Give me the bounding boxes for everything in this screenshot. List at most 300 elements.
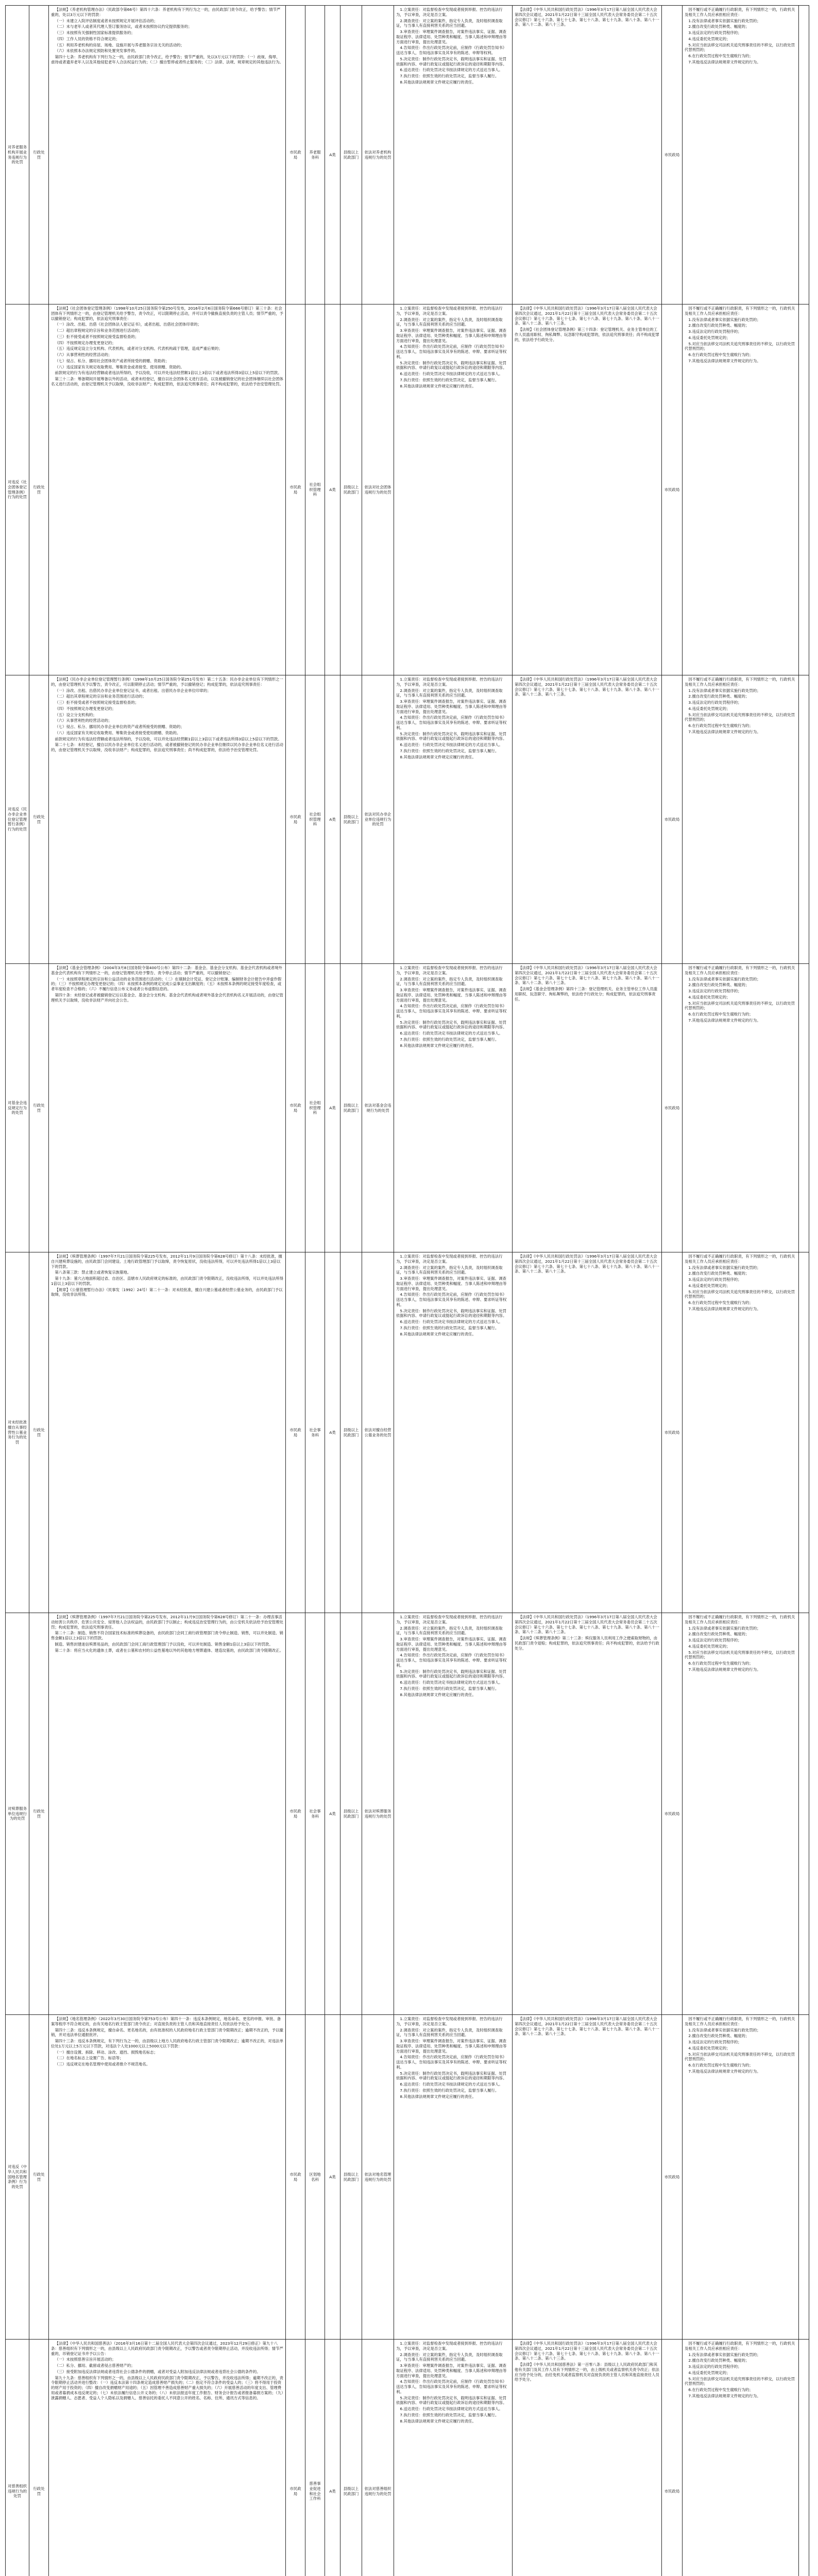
legal-basis-paragraph: （四）不按照规定办理变更登记的； xyxy=(55,340,116,345)
implementing-subject: 市民政局 xyxy=(286,964,305,1252)
legal-basis-paragraph: （一）未建立入院评估制度或者未按照规定开展评估活动的； xyxy=(55,18,158,23)
responsibility-items-paragraph: 5.决定责任：制作行政处罚决定书，载明违法事实和证据、处罚依据和内容、申请行政复议或提起行政诉讼的途径和期限等内容。 xyxy=(396,2395,507,2405)
responsible-department: 社会事务科 xyxy=(305,1252,325,1613)
subject-note: 市民政局 xyxy=(662,1252,683,1613)
liability-circumstances-paragraph: 3.违反法定的行政处罚程序的； xyxy=(688,30,742,36)
liability-circumstances-paragraph: 1.没有法律或者事实依据实施行政处罚的； xyxy=(688,317,761,322)
responsibility-items-paragraph: 6.送达责任：行政处罚决定书按法律规定的方式送达当事人。 xyxy=(400,1031,503,1036)
responsibility-items-paragraph: 7.执行责任：依照生效的行政处罚决定，监督当事人履行。 xyxy=(400,2412,499,2417)
administrative-power-table xyxy=(5,5,809,2576)
legal-basis-paragraph: 【法规】《养老机构管理办法》（民政部令第66号）第四十六条：养老机构有下列行为之一的，由民政部门责令改正，给予警告；情节严重的，处以3万元以下的罚款： xyxy=(51,7,281,17)
power-category: A类 xyxy=(325,1613,340,2015)
liability-circumstances-paragraph: 3.违反法定的行政处罚程序的； xyxy=(688,989,742,994)
liability-circumstances-paragraph: 3.违反法定的行政处罚程序的； xyxy=(688,2364,742,2369)
liability-circumstances-paragraph: 1.没有法律或者事实依据实施行政处罚的； xyxy=(688,2352,761,2357)
power-category: A类 xyxy=(325,2340,340,2576)
legal-basis-paragraph: （三）接受附加违反法律法规或者违背社会公德条件的捐赠，或者对受益人附加违反法律法规或者违背社会公德的条件的。 xyxy=(55,2369,261,2374)
responsibility-items-paragraph: 6.送达责任：行政处罚决定书按法律规定的方式送达当事人。 xyxy=(400,742,503,748)
legal-basis-paragraph: 第三十二条：筹备期间开展筹备以外的活动，或者未经登记，擅自以社会团体名义进行活动，以及被撤销登记的社会团体继续以社会团体名义进行活动的，由登记管理机关予以取缔，没收非法财产；构成犯罪的，依法追究刑事责任；尚不构成犯罪的，依法给予治安管理处罚。 xyxy=(51,377,283,386)
responsibility-items-paragraph: 2.调查责任：对立案的案件，指定专人负责，及时组织调查取证，与当事人有直接利害关系的应当回避。 xyxy=(396,1625,503,1636)
legal-basis xyxy=(49,675,286,964)
legal-basis-paragraph: （一）擅自设置、拆除、移动、涂改、遮挡、损毁地名标志； xyxy=(55,2049,158,2055)
legal-basis-paragraph: （五）利用养老机构的房屋、场地、设施开展与养老服务宗旨无关的活动的； xyxy=(55,42,184,47)
responsibility-items-paragraph: 2.调查责任：对立案的案件，指定专人负责，及时组织调查取证，与当事人有直接利害关系的应当回避。 xyxy=(396,2352,503,2362)
subject-note: 市民政局 xyxy=(662,2015,683,2340)
responsibility-items-paragraph: 1.立案责任：对监督检查中发现或者接到举报、控告的违法行为，予以审查，决定是否立案。 xyxy=(396,306,503,316)
liability-circumstances-paragraph: 4.违反委托处罚规定的； xyxy=(688,335,730,340)
power-type: 行政处罚 xyxy=(29,304,49,675)
responsibility-items-paragraph: 1.立案责任：对监督检查中发现或者接到举报、控告的违法行为，予以审查，决定是否立案。 xyxy=(396,965,503,975)
power-type: 行政处罚 xyxy=(29,2015,49,2340)
legal-basis-paragraph: 制造、销售封建迷信殡葬用品的，由民政部门会同工商行政管理部门予以没收，可以并处制造、销售金额1倍以上3倍以下的罚款。 xyxy=(55,1641,273,1647)
responsibility-items-paragraph: 1.立案责任：对监督检查中发现或者接到举报、控告的违法行为，予以审查，决定是否立案。 xyxy=(396,677,503,687)
legal-basis-paragraph: （四）工作人员的资格不符合规定的； xyxy=(55,36,120,41)
power-type: 行政处罚 xyxy=(29,964,49,1252)
remarks xyxy=(799,2340,809,2576)
liability-circumstances-paragraph: 1.没有法律或者事实依据实施行政处罚的； xyxy=(688,2027,761,2032)
liability-circumstances-paragraph: 5.对应当依法移交司法机关追究刑事责任的不移交，以行政处罚代替刑罚的； xyxy=(685,1650,795,1660)
legal-basis-paragraph: （二）在地名标志上设置广告、标语等； xyxy=(55,2056,124,2061)
legal-basis xyxy=(49,2340,286,2576)
implementing-subject: 市民政局 xyxy=(286,2015,305,2340)
liability-circumstances-paragraph: 7.其他违反法律法规规章文件规定的行为。 xyxy=(688,1306,761,1311)
remarks xyxy=(799,675,809,964)
responsibility-items-paragraph: 1.立案责任：对监督检查中发现或者接到举报、控告的违法行为，予以审查，决定是否立案。 xyxy=(396,1615,503,1624)
responsibility-items-paragraph: 7.执行责任：依照生效的行政处罚决定，监督当事人履行。 xyxy=(400,2088,499,2093)
accountability-basis-paragraph: 【法律】《中华人民共和国行政处罚法》（1996年3月17日第八届全国人民代表大会第四次会议通过，2021年1月22日第十三届全国人民代表大会常务委员会第二十五次会议修订）第七十六条、第七十七条、第七十八条、第七十九条、第八十条、第八十一条、第八十二条、第八十三条。 xyxy=(515,1615,659,1635)
responsibility-items-paragraph: 8.其他法律法规规章文件规定应履行的责任。 xyxy=(400,2418,476,2424)
liability-circumstances-paragraph: 因不履行或不正确履行行政职责，有下列情形之一的，行政机关及相关工作人员应承担相应责任： xyxy=(685,2341,795,2351)
liability-circumstances-paragraph: 1.没有法律或者事实依据实施行政处罚的； xyxy=(688,1265,761,1270)
legal-basis xyxy=(49,6,286,304)
power-type: 行政处罚 xyxy=(29,675,49,964)
responsible-department: 社会组织管理科 xyxy=(305,964,325,1252)
accountability-basis-paragraph: 【法律】《中华人民共和国行政处罚法》（1996年3月17日第八届全国人民代表大会第四次会议通过，2021年1月22日第十三届全国人民代表大会常务委员会第二十五次会议修订）第七十六条、第七十七条、第七十八条、第七十九条、第八十条、第八十一条、第八十二条、第八十三条。 xyxy=(515,677,659,697)
exercise-level: 县级以上民政部门 xyxy=(340,1613,362,2015)
legal-basis-paragraph: （八）违反国家有关规定收取费用、筹集资金或者接受、使用捐赠、资助的。 xyxy=(55,364,184,369)
subject-note: 市民政局 xyxy=(662,964,683,1252)
liability-circumstances-paragraph: 1.没有法律或者事实依据实施行政处罚的； xyxy=(688,1625,761,1631)
legal-basis-paragraph: （二）超出章程规定的宗旨和业务范围进行活动的； xyxy=(55,328,143,333)
table-body xyxy=(6,6,809,2576)
liability-circumstances-paragraph: 1.没有法律或者事实依据实施行政处罚的； xyxy=(688,976,761,981)
accountability-basis-paragraph: 【法律】《中华人民共和国行政处罚法》（1996年3月17日第八届全国人民代表大会第四次会议通过，2021年1月22日第十三届全国人民代表大会常务委员会第二十五次会议修订）第七十六条、第七十七条、第七十八条、第七十九条、第八十条、第八十一条、第八十二条、第八十三条。 xyxy=(515,306,659,326)
legal-basis xyxy=(49,2015,286,2340)
legal-basis-paragraph: 前款规定的行为有违法经营额或者违法所得的，予以没收，可以并处违法经营额1倍以上3倍以下或者违法所得3倍以上5倍以下的罚款。 xyxy=(55,736,282,741)
liability-circumstances-paragraph: 2.擅自改变行政处罚种类、幅度的； xyxy=(688,1271,749,1276)
legal-basis-paragraph: （一）未按照慈善宗旨开展活动的； xyxy=(55,2357,116,2362)
liability-circumstances-paragraph: 因不履行或不正确履行行政职责，有下列情形之一的，行政机关及相关工作人员应承担相应责任： xyxy=(685,1615,795,1624)
legal-basis-paragraph: 第二十二条：制造、销售不符合国家技术标准的殡葬设备的，由民政部门会同工商行政管理部门责令停止制造、销售，可以并处制造、销售金额1倍以上3倍以下的罚款。 xyxy=(51,1631,283,1641)
responsible-department: 社会组织管理科 xyxy=(305,304,325,675)
responsibility-items-paragraph: 5.决定责任：制作行政处罚决定书，载明违法事实和证据、处罚依据和内容、申请行政复议或提起行政诉讼的途径和期限等内容。 xyxy=(396,360,507,370)
responsibility-items-paragraph: 4.告知责任：作出行政处罚决定前，应制作《行政处罚告知书》送达当事人，告知违法事实及其享有的陈述、申辩等权利。 xyxy=(396,45,506,56)
item-name: 对养老服务机构开展业务违规行为的处罚 xyxy=(6,6,29,304)
subject-note: 市民政局 xyxy=(662,1613,683,2015)
legal-basis-paragraph: 第四十三条：违反本条例规定，有下列行为之一的，由县级以上地方人民政府地名行政主管部门责令限期改正；逾期不改正的，对违法单位处1万元以上5万元以下罚款，对违法个人处1000元以上5000元以下罚款： xyxy=(51,2039,283,2048)
liability-circumstances-paragraph: 2.擅自改变行政处罚种类、幅度的； xyxy=(688,2358,749,2363)
legal-basis-paragraph: 【法规】《社会团体登记管理条例》（1998年10月25日国务院令第250号发布，2016年2月6日国务院令第666号修订）第三十条：社会团体有下列情形之一的，由登记管理机关给予警告，责令改正，可以限期停止活动，并可以责令撤换直接负责的主管人员；情节严重的，予以撤销登记；构成犯罪的，依法追究刑事责任： xyxy=(51,306,283,321)
legal-basis xyxy=(49,304,286,675)
item-name: 对未经批准擅自从事经营性公墓业务行为的处罚 xyxy=(6,1252,29,1613)
liability-circumstances-paragraph: 4.违反委托处罚规定的； xyxy=(688,1283,730,1288)
legal-basis-paragraph: 第四十七条：养老机构有下列行为之一的，由民政部门责令改正，给予警告；情节严重的，处以3万元以下的罚款：（一）歧视、侮辱、虐待或者遗弃老年人以及其他侵犯老年人合法权益行为的；（二）擅自暂停或者终止服务的；（三）法律、法规、规章规定的其他违法行为。 xyxy=(51,55,283,64)
legal-basis-paragraph: 【规章】《公墓管理暂行办法》（民事发〔1992〕24号）第二十一条：对未经批准，擅自兴建公墓或者经营公墓业务的，由民政部门予以取缔，没收非法所得。 xyxy=(51,1287,283,1297)
responsibility-items-paragraph: 8.其他法律法规规章文件规定应履行的责任。 xyxy=(400,754,476,759)
responsibility-items-paragraph: 3.审查责任：审理案件调查报告，对案件违法事实、证据、调查取证程序、法律适用、处罚种类和幅度、当事人陈述和申辩理由等方面进行审查，提出处理意见。 xyxy=(396,29,507,44)
liability-circumstances-paragraph: 4.违反委托处罚规定的； xyxy=(688,994,730,999)
legal-basis-paragraph: 【法规】《殡葬管理条例》（1997年7月21日国务院令第225号发布，2012年11月9日国务院令第628号修订）第二十一条：办理丧事活动妨害公共秩序、危害公共安全、侵害他人合法权益的，由民政部门予以制止；构成违反治安管理行为的，由公安机关依法给予治安管理处罚；构成犯罪的，依法追究刑事责任。 xyxy=(51,1615,283,1630)
liability-circumstances-paragraph: 7.其他违反法律法规规章文件规定的行为。 xyxy=(688,358,761,363)
implementing-subject: 市民政局 xyxy=(286,675,305,964)
responsibility-items-paragraph: 1.立案责任：对监督检查中发现或者接到举报、控告的违法行为，予以审查，决定是否立案。 xyxy=(396,2341,503,2351)
responsible-department: 养老服务科 xyxy=(305,6,325,304)
responsibility-items xyxy=(394,2015,513,2340)
power-type: 行政处罚 xyxy=(29,6,49,304)
exercise-level: 县级以上民政部门 xyxy=(340,675,362,964)
responsibility-items xyxy=(394,2340,513,2576)
item-name: 对违反《社会团体登记管理条例》行为的处罚 xyxy=(6,304,29,675)
accountability-basis-paragraph: 【法律】《中华人民共和国慈善法》第一百零八条：县级以上人民政府民政部门和其他有关部门及其工作人员有下列情形之一的，由上级机关或者监察机关责令改正；依法应当给予处分的，由任免机关或者监察机关对直接负责的主管人员和其他直接责任人员给予处分。 xyxy=(515,2362,659,2382)
responsibility-items-paragraph: 7.执行责任：依照生效的行政处罚决定，监督当事人履行。 xyxy=(400,1325,499,1330)
responsibility-items-paragraph: 5.决定责任：制作行政处罚决定书，载明违法事实和证据、处罚依据和内容、申请行政复议或提起行政诉讼的途径和期限等内容。 xyxy=(396,731,507,741)
accountability-basis xyxy=(513,1252,662,1613)
legal-basis-paragraph: （一）涂改、出租、出借《社会团体法人登记证书》，或者出租、出借社会团体印章的； xyxy=(55,322,201,327)
responsibility-items-paragraph: 1.立案责任：对监督检查中发现或者接到举报、控告的违法行为，予以审查，决定是否立案。 xyxy=(396,1254,503,1264)
liability-circumstances-paragraph: 6.在行政处罚过程中发生腐败行为的； xyxy=(688,54,753,59)
liability-circumstances xyxy=(683,964,799,1252)
responsibility-items-paragraph: 2.调查责任：对立案的案件，指定专人负责，及时组织调查取证，与当事人有直接利害关系的应当回避。 xyxy=(396,1265,503,1275)
liability-circumstances-paragraph: 7.其他违反法律法规规章文件规定的行为。 xyxy=(688,1667,761,1672)
liability-circumstances-paragraph: 2.擅自改变行政处罚种类、幅度的； xyxy=(688,2033,749,2039)
implementing-subject: 市民政局 xyxy=(286,1252,305,1613)
legal-basis-paragraph: （四）不按照规定办理变更登记的； xyxy=(55,706,116,711)
legal-basis-paragraph: （五）设立分支机构的； xyxy=(55,712,97,717)
liability-circumstances-paragraph: 5.对应当依法移交司法机关追究刑事责任的不移交，以行政处罚代替刑罚的； xyxy=(685,341,795,351)
liability-circumstances-paragraph: 4.违反委托处罚规定的； xyxy=(688,2370,730,2375)
responsibility-items-paragraph: 8.其他法律法规规章文件规定应履行的责任。 xyxy=(400,2094,476,2099)
subject-note: 市民政局 xyxy=(662,675,683,964)
trigger-condition: 依法对社会团体违规行为的处罚 xyxy=(362,304,394,675)
accountability-basis-paragraph: 【法律】《中华人民共和国行政处罚法》（1996年3月17日第八届全国人民代表大会第四次会议通过，2021年1月22日第十三届全国人民代表大会常务委员会第二十五次会议修订）第七十六条、第七十七条、第七十八条、第七十九条、第八十条、第八十一条、第八十二条、第八十三条。 xyxy=(515,7,659,27)
liability-circumstances-paragraph: 1.没有法律或者事实依据实施行政处罚的； xyxy=(688,688,761,693)
legal-basis-paragraph: 第二十七条：未经登记，擅自以民办非企业单位名义进行活动的，或者被撤销登记的民办非企业单位继续以民办非企业单位名义进行活动的，由登记管理机关予以取缔，没收非法财产；构成犯罪的，依法追究刑事责任；尚不构成犯罪的，依法给予治安管理处罚。 xyxy=(51,742,283,753)
legal-basis-paragraph: （六）未依照本办法规定预防和处置突发事件的。 xyxy=(55,48,139,54)
power-category: A类 xyxy=(325,964,340,1252)
power-category: A类 xyxy=(325,2015,340,2340)
responsible-department: 社会事务科 xyxy=(305,1613,325,2015)
item-name: 对违反《民办非企业单位登记管理暂行条例》行为的处罚 xyxy=(6,675,29,964)
accountability-basis xyxy=(513,2015,662,2340)
exercise-level: 县级以上民政部门 xyxy=(340,6,362,304)
liability-circumstances-paragraph: 6.在行政处罚过程中发生腐败行为的； xyxy=(688,1300,753,1306)
legal-basis xyxy=(49,1613,286,2015)
trigger-condition: 依法对慈善组织违规行为的处罚 xyxy=(362,2340,394,2576)
liability-circumstances-paragraph: 7.其他违反法律法规规章文件规定的行为。 xyxy=(688,729,761,734)
legal-basis-paragraph: 【法规】《基金会管理条例》（2004年3月8日国务院令第400号公布）第四十二条：基金会、基金会分支机构、基金会代表机构或者境外基金会代表机构有下列情形之一的，由登记管理机关给予警告、责令停止活动；情节严重的，可以撤销登记： xyxy=(51,965,282,975)
responsibility-items-paragraph: 7.执行责任：依照生效的行政处罚决定，监督当事人履行。 xyxy=(400,1037,499,1042)
responsibility-items-paragraph: 7.执行责任：依照生效的行政处罚决定，监督当事人履行。 xyxy=(400,74,499,79)
responsibility-items-paragraph: 8.其他法律法规规章文件规定应履行的责任。 xyxy=(400,383,476,388)
responsibility-items-paragraph: 4.告知责任：作出行政处罚决定前，应制作《行政处罚告知书》送达当事人，告知违法事实及其享有的陈述、申辩、要求听证等权利。 xyxy=(396,1653,507,1668)
legal-basis-paragraph: 第四十条：未经登记或者被撤销登记后以基金会、基金会分支机构、基金会代表机构或者境外基金会代表机构名义开展活动的，由登记管理机关予以取缔，没收非法财产并向社会公告。 xyxy=(51,992,283,1003)
responsibility-items xyxy=(394,6,513,304)
liability-circumstances-paragraph: 7.其他违反法律法规规章文件规定的行为。 xyxy=(688,1018,761,1023)
liability-circumstances xyxy=(683,1252,799,1613)
liability-circumstances-paragraph: 4.违反委托处罚规定的； xyxy=(688,706,730,711)
legal-basis-paragraph: 第九十九条：慈善组织有下列情形之一的，由县级以上人民政府民政部门责令限期改正，予以警告，并没收违法所得；逾期不改正的，责令限期停止活动并进行整改：（一）违反本法第十四条规定造成慈善财产损失的；（二）指定不符合条件的受益人的；（三）将不得用于投资的财产用于投资的；（四）擅自改变捐赠财产用途的；（五）因管理不善造成慈善财产重大损失的；（六）开展慈善活动的年度支出、管理费用或者募捐成本违反规定的；（七）未依法履行信息公开义务的；（八）未依法报送年度工作报告、财务会计报告或者报备募捐方案的；（九）泄露捐赠人、志愿者、受益人个人隐私以及捐赠人、慈善信托的委托人不同意公开的姓名、名称、住所、通讯方式等信息的。 xyxy=(51,2375,283,2400)
liability-circumstances-paragraph: 因不履行或不正确履行行政职责，有下列情形之一的，行政机关及相关工作人员应承担相应责任： xyxy=(685,2016,795,2026)
legal-basis-paragraph: （五）违反规定设立分支机构、代表机构，或者对分支机构、代表机构疏于管理，造成严重后果的； xyxy=(55,346,223,351)
legal-basis-paragraph: （三）违反规定在地名管理中使用或者推介不规范地名。 xyxy=(55,2062,150,2067)
responsibility-items-paragraph: 4.告知责任：作出行政处罚决定前，应制作《行政处罚告知书》送达当事人，告知违法事实及其享有的陈述、申辩、要求听证等权利。 xyxy=(396,715,507,730)
trigger-condition: 依法对民办非企业单位违规行为的处罚 xyxy=(362,675,394,964)
liability-circumstances-paragraph: 6.在行政处罚过程中发生腐败行为的； xyxy=(688,352,753,358)
liability-circumstances-paragraph: 2.擅自改变行政处罚种类、幅度的； xyxy=(688,982,749,988)
remarks xyxy=(799,6,809,304)
accountability-basis-paragraph: 【法规】《基金会管理条例》第四十三条：登记管理机关、业务主管单位工作人员滥用职权、玩忽职守、徇私舞弊的，依法给予行政处分；构成犯罪的，依法追究刑事责任。 xyxy=(515,987,658,1002)
implementing-subject: 市民政局 xyxy=(286,2340,305,2576)
responsibility-items xyxy=(394,304,513,675)
liability-circumstances xyxy=(683,675,799,964)
power-category: A类 xyxy=(325,1252,340,1613)
power-type: 行政处罚 xyxy=(29,1252,49,1613)
legal-basis-paragraph: （二）未与老年人或者其代理人签订服务协议，或者未按照协议约定提供服务的； xyxy=(55,24,192,29)
exercise-level: 县级以上民政部门 xyxy=(340,2015,362,2340)
responsibility-items-paragraph: 7.执行责任：依照生效的行政处罚决定，监督当事人履行。 xyxy=(400,377,499,382)
remarks xyxy=(799,964,809,1252)
power-category: A类 xyxy=(325,304,340,675)
accountability-basis-paragraph: 【法律】《中华人民共和国行政处罚法》（1996年3月17日第八届全国人民代表大会第四次会议通过，2021年1月22日第十三届全国人民代表大会常务委员会第二十五次会议修订）第七十六条、第七十七条、第七十八条、第七十九条、第八十条、第八十一条、第八十二条、第八十三条。 xyxy=(515,2341,659,2361)
table-row xyxy=(6,964,809,1252)
liability-circumstances-paragraph: 1.没有法律或者事实依据实施行政处罚的； xyxy=(688,18,761,23)
table-row xyxy=(6,1613,809,2015)
accountability-basis xyxy=(513,1613,662,2015)
legal-basis xyxy=(49,964,286,1252)
implementing-subject: 市民政局 xyxy=(286,304,305,675)
item-name: 对违反《中华人民共和国地名管理条例》行为的处罚 xyxy=(6,2015,29,2340)
responsibility-items-paragraph: 7.执行责任：依照生效的行政处罚决定，监督当事人履行。 xyxy=(400,1686,499,1691)
liability-circumstances-paragraph: 6.在行政处罚过程中发生腐败行为的； xyxy=(688,1012,753,1017)
liability-circumstances-paragraph: 4.违反委托处罚规定的； xyxy=(688,1643,730,1649)
legal-basis-paragraph: 第四十二条：违反本条例规定，擅自命名、更名地名的，由有批准权的人民政府地名行政主管部门责令限期改正；逾期不改正的，予以撤销，并对违法单位通报批评。 xyxy=(51,2027,283,2038)
power-list-sheet xyxy=(5,5,809,2576)
liability-circumstances-paragraph: 3.违反法定的行政处罚程序的； xyxy=(688,2040,742,2045)
responsibility-items-paragraph: 2.调查责任：对立案的案件，指定专人负责，及时组织调查取证，与当事人有直接利害关系的应当回避。 xyxy=(396,317,503,327)
trigger-condition: 依法对殡葬服务违规行为的处罚 xyxy=(362,1613,394,2015)
responsibility-items xyxy=(394,1252,513,1613)
remarks xyxy=(799,2015,809,2340)
responsibility-items-paragraph: 4.告知责任：作出行政处罚决定前，应制作《行政处罚告知书》送达当事人，告知违法事实及其享有的陈述、申辩、要求听证等权利。 xyxy=(396,1004,507,1019)
legal-basis-paragraph: 第二十条：将应当火化的遗体土葬，或者在公墓和农村的公益性墓地以外的其他地方埋葬遗体、建造坟墓的，由民政部门责令限期改正。 xyxy=(55,1648,283,1653)
remarks xyxy=(799,304,809,675)
responsibility-items-paragraph: 1.立案责任：对监督检查中发现或者接到举报、控告的违法行为，予以审查，决定是否立案。 xyxy=(396,2016,503,2026)
responsible-department: 慈善事业促进和社会工作科 xyxy=(305,2340,325,2576)
legal-basis-paragraph: 第十九条：墓穴占地面积超过省、自治区、直辖市人民政府规定的标准的，由民政部门责令限期改正，没收违法所得，可以并处违法所得1倍以上3倍以下的罚款。 xyxy=(51,1276,283,1286)
responsibility-items-paragraph: 4.告知责任：作出行政处罚决定前，应制作《行政处罚告知书》送达当事人，告知违法事实及其享有的陈述、申辩、要求听证等权利。 xyxy=(396,2055,507,2070)
legal-basis-paragraph: （七）侵占、私分、挪用社会团体资产或者所接受的捐赠、资助的； xyxy=(55,358,169,363)
item-name: 对慈善组织违规行为的处罚 xyxy=(6,2340,29,2576)
accountability-basis-paragraph: 【法规】《殡葬管理条例》第二十三条：殡仪服务人员利用工作之便索取财物的，由民政部门责令退赔；构成犯罪的，依法追究刑事责任；尚不构成犯罪的，依法给予行政处分。 xyxy=(515,1636,659,1651)
legal-basis-paragraph: （一）涂改、出租、出借民办非企业单位登记证书，或者出租、出借民办非企业单位印章的； xyxy=(55,688,211,693)
liability-circumstances xyxy=(683,1613,799,2015)
liability-circumstances-paragraph: 5.对应当依法移交司法机关追究刑事责任的不移交，以行政处罚代替刑罚的； xyxy=(685,42,795,53)
item-name: 对基金会违反规定行为的处罚 xyxy=(6,964,29,1252)
legal-basis-paragraph: 【法规】《地名管理条例》（2022年3月30日国务院令第753号公布）第四十一条：违反本条例规定，地名命名、更名的申报、审批、备案等程序不符合规定的，由有关地名行政主管部门责令改正；对直接负责的主管人员和其他直接责任人员依法给予处分。 xyxy=(51,2016,281,2026)
liability-circumstances-paragraph: 因不履行或不正确履行行政职责，有下列情形之一的，行政机关及相关工作人员应承担相应责任： xyxy=(685,965,795,975)
subject-note: 市民政局 xyxy=(662,304,683,675)
responsible-department: 社会组织管理科 xyxy=(305,675,325,964)
exercise-level: 县级以上民政部门 xyxy=(340,964,362,1252)
responsibility-items xyxy=(394,675,513,964)
subject-note: 市民政局 xyxy=(662,2340,683,2576)
responsibility-items-paragraph: 4.告知责任：作出行政处罚决定前，应制作《行政处罚告知书》送达当事人，告知违法事实及其享有的陈述、申辩、要求听证等权利。 xyxy=(396,344,507,359)
remarks xyxy=(799,1252,809,1613)
accountability-basis-paragraph: 【法律】《中华人民共和国行政处罚法》（1996年3月17日第八届全国人民代表大会第四次会议通过，2021年1月22日第十三届全国人民代表大会常务委员会第二十五次会议修订）第七十六条、第七十七条、第七十八条、第七十九条、第八十条、第八十一条、第八十二条、第八十三条。 xyxy=(515,1254,659,1274)
liability-circumstances-paragraph: 4.违反委托处罚规定的； xyxy=(688,36,730,41)
power-category: A类 xyxy=(325,6,340,304)
responsibility-items-paragraph: 8.其他法律法规规章文件规定应履行的责任。 xyxy=(400,79,476,84)
table-row xyxy=(6,304,809,675)
legal-basis-paragraph: 前款规定的行为有违法经营额或者违法所得的，予以没收，可以并处违法经营额1倍以上3倍以下或者违法所得3倍以上5倍以下的罚款。 xyxy=(55,370,282,376)
legal-basis-paragraph: （二）私分、挪用、截留或者侵占慈善财产的； xyxy=(55,2363,135,2368)
responsibility-items-paragraph: 3.审查责任：审理案件调查报告，对案件违法事实、证据、调查取证程序、法律适用、处罚种类和幅度、当事人陈述和申辩理由等方面进行审查，提出处理意见。 xyxy=(396,328,507,343)
responsibility-items-paragraph: 6.送达责任：行政处罚决定书按法律规定的方式送达当事人。 xyxy=(400,2082,503,2087)
power-type: 行政处罚 xyxy=(29,1613,49,2015)
legal-basis-paragraph: 【法律】《中华人民共和国慈善法》（2016年3月16日第十二届全国人民代表大会第四次会议通过，2023年12月29日修正）第九十八条：慈善组织有下列情形之一的，由县级以上人民政府民政部门责令限期改正，予以警告或者责令限期停止活动，并没收违法所得；情节严重的，吊销登记证书并予以公告： xyxy=(51,2341,283,2356)
responsibility-items-paragraph: 7.执行责任：依照生效的行政处罚决定，监督当事人履行。 xyxy=(400,748,499,753)
liability-circumstances-paragraph: 2.擅自改变行政处罚种类、幅度的； xyxy=(688,694,749,699)
implementing-subject: 市民政局 xyxy=(286,1613,305,2015)
liability-circumstances xyxy=(683,304,799,675)
liability-circumstances-paragraph: 5.对应当依法移交司法机关追究刑事责任的不移交，以行政处罚代替刑罚的； xyxy=(685,2052,795,2062)
legal-basis-paragraph: 第八条第三款：禁止建立或者恢复宗族墓地。 xyxy=(55,1270,131,1275)
liability-circumstances-paragraph: 因不履行或不正确履行行政职责，有下列情形之一的，行政机关及相关工作人员应承担相应责任： xyxy=(685,306,795,316)
table-row xyxy=(6,1252,809,1613)
responsibility-items xyxy=(394,964,513,1252)
responsibility-items-paragraph: 1.立案责任：对监督检查中发现或者接到举报、控告的违法行为，予以审查，决定是否立案。 xyxy=(396,7,503,17)
responsibility-items-paragraph: 3.审查责任：审理案件调查报告，对案件违法事实、证据、调查取证程序、法律适用、处罚种类和幅度、当事人陈述和申辩理由等方面进行审查，提出处理意见。 xyxy=(396,1637,507,1652)
legal-basis-paragraph: （二）超出其章程规定的宗旨和业务范围进行活动的； xyxy=(55,694,146,699)
liability-circumstances-paragraph: 因不履行或不正确履行行政职责，有下列情形之一的，行政机关及相关工作人员应承担相应责任： xyxy=(685,7,795,17)
trigger-condition: 依法对擅自经营公墓业务的处罚 xyxy=(362,1252,394,1613)
responsibility-items xyxy=(394,1613,513,2015)
responsibility-items-paragraph: 6.送达责任：行政处罚决定书按法律规定的方式送达当事人。 xyxy=(400,371,503,377)
responsibility-items-paragraph: 2.调查责任：对立案的案件，指定专人负责，及时组织调查取证，与当事人有直接利害关系的应当回避。 xyxy=(396,976,503,987)
liability-circumstances-paragraph: 4.违反委托处罚规定的； xyxy=(688,2045,730,2050)
responsibility-items-paragraph: 5.决定责任：制作行政处罚决定书，载明违法事实和证据、处罚依据和内容、申请行政复议或提起行政诉讼的途径和期限等内容。 xyxy=(396,2071,507,2081)
responsible-department: 区划地名科 xyxy=(305,2015,325,2340)
responsibility-items-paragraph: 6.送达责任：行政处罚决定书按法律规定的方式送达当事人。 xyxy=(400,1680,503,1685)
trigger-condition: 依法对地名管理违规行为的处罚 xyxy=(362,2015,394,2340)
liability-circumstances-paragraph: 3.违反法定的行政处罚程序的； xyxy=(688,1638,742,1643)
table-row xyxy=(6,2340,809,2576)
legal-basis xyxy=(49,1252,286,1613)
liability-circumstances-paragraph: 3.违反法定的行政处罚程序的； xyxy=(688,329,742,334)
responsibility-items-paragraph: 4.告知责任：作出行政处罚决定前，应制作《行政处罚告知书》送达当事人，告知违法事实及其享有的陈述、申辩、要求听证等权利。 xyxy=(396,2379,507,2394)
power-category: A类 xyxy=(325,675,340,964)
liability-circumstances-paragraph: 7.其他违反法律法规规章文件规定的行为。 xyxy=(688,2393,761,2398)
accountability-basis xyxy=(513,6,662,304)
legal-basis-paragraph: 【法规】《殡葬管理条例》（1997年7月21日国务院令第225号发布，2012年11月9日国务院令第628号修订）第十八条：未经批准，擅自兴建殡葬设施的，由民政部门会同建设、土地行政管理部门予以取缔，责令恢复原状，没收违法所得，可以并处违法所得1倍以上3倍以下的罚款。 xyxy=(51,1254,282,1269)
legal-basis-paragraph: （一）未按照章程规定的宗旨和公益活动的业务范围进行活动的；（二）在填制会计凭证、登记会计账簿、编制财务会计报告中弄虚作假的；（三）不按照规定办理变更登记的；（四）未按照本条例的规定完成公益事业支出额度的；（五）未按照本条例的规定接受年度检查，或者年度检查不合格的；（六）不履行信息公布义务或者公布虚假信息的。 xyxy=(51,976,282,992)
table-row xyxy=(6,2015,809,2340)
liability-circumstances-paragraph: 2.擅自改变行政处罚种类、幅度的； xyxy=(688,24,749,29)
trigger-condition: 依法对养老机构违规行为的处罚 xyxy=(362,6,394,304)
legal-basis-paragraph: 【法规】《民办非企业单位登记管理暂行条例》（1998年10月25日国务院令第251号发布）第二十五条：民办非企业单位有下列情形之一的，由登记管理机关予以警告，责令改正，可以限期停止活动；情节严重的，予以撤销登记；构成犯罪的，依法追究刑事责任： xyxy=(51,677,283,687)
liability-circumstances xyxy=(683,2340,799,2576)
responsibility-items-paragraph: 8.其他法律法规规章文件规定应履行的责任。 xyxy=(400,1043,476,1048)
responsibility-items-paragraph: 2.调查责任：对立案的案件，指定专人负责，及时组织调查取证，与当事人有直接利害关系的应当回避。 xyxy=(396,2027,503,2038)
liability-circumstances-paragraph: 2.擅自改变行政处罚种类、幅度的； xyxy=(688,323,749,328)
accountability-basis-paragraph: 【法律】《中华人民共和国行政处罚法》（1996年3月17日第八届全国人民代表大会第四次会议通过，2021年1月22日第十三届全国人民代表大会常务委员会第二十五次会议修订）第七十六条、第七十七条、第七十八条、第七十九条、第八十条、第八十一条、第八十二条、第八十三条。 xyxy=(515,965,659,986)
subject-note: 市民政局 xyxy=(662,6,683,304)
responsibility-items-paragraph: 4.告知责任：作出行政处罚决定前，应制作《行政处罚告知书》送达当事人，告知违法事实及其享有的陈述、申辩、要求听证等权利。 xyxy=(396,1292,507,1307)
liability-circumstances-paragraph: 5.对应当依法移交司法机关追究刑事责任的不移交，以行政处罚代替刑罚的； xyxy=(685,1289,795,1299)
liability-circumstances-paragraph: 6.在行政处罚过程中发生腐败行为的； xyxy=(688,2063,753,2068)
liability-circumstances-paragraph: 6.在行政处罚过程中发生腐败行为的； xyxy=(688,1661,753,1666)
responsibility-items-paragraph: 3.审查责任：审理案件调查报告，对案件违法事实、证据、调查取证程序、法律适用、处罚种类和幅度、当事人陈述和申辩理由等方面进行审查，提出处理意见。 xyxy=(396,2039,507,2054)
responsibility-items-paragraph: 2.调查责任：对立案的案件，指定专人负责，及时组织调查取证，与当事人有直接利害关系的应当回避。 xyxy=(396,18,503,28)
power-type: 行政处罚 xyxy=(29,2340,49,2576)
legal-basis-paragraph: （三）拒不接受或者不按照规定接受监督检查的； xyxy=(55,700,139,705)
table-row xyxy=(6,6,809,304)
accountability-basis xyxy=(513,675,662,964)
liability-circumstances-paragraph: 7.其他违反法律法规规章文件规定的行为。 xyxy=(688,2069,761,2074)
liability-circumstances xyxy=(683,2015,799,2340)
trigger-condition: 依法对基金会违规行为的处罚 xyxy=(362,964,394,1252)
liability-circumstances xyxy=(683,6,799,304)
liability-circumstances-paragraph: 6.在行政处罚过程中发生腐败行为的； xyxy=(688,723,753,728)
legal-basis-paragraph: （六）从事营利性的经营活动的； xyxy=(55,352,112,358)
liability-circumstances-paragraph: 2.擅自改变行政处罚种类、幅度的； xyxy=(688,1632,749,1637)
legal-basis-paragraph: （三）未按照有关强制性国家标准提供服务的； xyxy=(55,30,135,36)
responsibility-items-paragraph: 5.决定责任：制作行政处罚决定书，载明违法事实和证据、处罚依据和内容、申请行政复议或提起行政诉讼的途径和期限等内容。 xyxy=(396,1308,507,1318)
responsibility-items-paragraph: 3.审查责任：审理案件调查报告，对案件违法事实、证据、调查取证程序、法律适用、处罚种类和幅度、当事人陈述和申辩理由等方面进行审查，提出处理意见。 xyxy=(396,988,507,1003)
item-name: 对殡葬服务单位违规行为的处罚 xyxy=(6,1613,29,2015)
responsibility-items-paragraph: 6.送达责任：行政处罚决定书按法律规定的方式送达当事人。 xyxy=(400,2406,503,2412)
responsibility-items-paragraph: 3.审查责任：审理案件调查报告，对案件违法事实、证据、调查取证程序、法律适用、处罚种类和幅度、当事人陈述和申辩理由等方面进行审查，提出处理意见。 xyxy=(396,2363,507,2378)
responsibility-items-paragraph: 3.审查责任：审理案件调查报告，对案件违法事实、证据、调查取证程序、法律适用、处罚种类和幅度、当事人陈述和申辩理由等方面进行审查，提出处理意见。 xyxy=(396,1276,507,1291)
remarks xyxy=(799,1613,809,2015)
accountability-basis xyxy=(513,964,662,1252)
exercise-level: 县级以上民政部门 xyxy=(340,304,362,675)
legal-basis-paragraph: （六）从事营利性的经营活动的； xyxy=(55,718,112,723)
exercise-level: 县级以上民政部门 xyxy=(340,1252,362,1613)
responsibility-items-paragraph: 2.调查责任：对立案的案件，指定专人负责，及时组织调查取证，与当事人有直接利害关系的应当回避。 xyxy=(396,688,503,698)
liability-circumstances-paragraph: 5.对应当依法移交司法机关追究刑事责任的不移交，以行政处罚代替刑罚的； xyxy=(685,2376,795,2386)
accountability-basis xyxy=(513,304,662,675)
liability-circumstances-paragraph: 6.在行政处罚过程中发生腐败行为的； xyxy=(688,2387,753,2393)
accountability-basis-paragraph: 【法规】《社会团体登记管理条例》第三十四条：登记管理机关、业务主管单位的工作人员滥用职权、徇私舞弊、玩忽职守构成犯罪的，依法追究刑事责任；尚不构成犯罪的，依法给予行政处分。 xyxy=(515,327,659,342)
table-row xyxy=(6,675,809,964)
accountability-basis-paragraph: 【法律】《中华人民共和国行政处罚法》（1996年3月17日第八届全国人民代表大会第四次会议通过，2021年1月22日第十三届全国人民代表大会常务委员会第二十五次会议修订）第七十六条、第七十七条、第七十八条、第七十九条、第八十条、第八十一条、第八十二条、第八十三条。 xyxy=(515,2016,659,2037)
liability-circumstances-paragraph: 3.违反法定的行政处罚程序的； xyxy=(688,700,742,705)
liability-circumstances-paragraph: 3.违反法定的行政处罚程序的； xyxy=(688,1277,742,1282)
responsibility-items-paragraph: 3.审查责任：审理案件调查报告，对案件违法事实、证据、调查取证程序、法律适用、处罚种类和幅度、当事人陈述和申辩理由等方面进行审查，提出处理意见。 xyxy=(396,699,507,714)
accountability-basis xyxy=(513,2340,662,2576)
responsibility-items-paragraph: 6.送达责任：行政处罚决定书按法律规定的方式送达当事人。 xyxy=(400,1319,503,1325)
liability-circumstances-paragraph: 因不履行或不正确履行行政职责，有下列情形之一的，行政机关及相关工作人员应承担相应责任： xyxy=(685,1254,795,1264)
legal-basis-paragraph: （八）违反国家有关规定收取费用、筹集资金或者接受使用捐赠、资助的。 xyxy=(55,730,181,735)
legal-basis-paragraph: （三）拒不接受或者不按照规定接受监督检查的； xyxy=(55,334,139,339)
exercise-level: 县级以上民政部门 xyxy=(340,2340,362,2576)
responsibility-items-paragraph: 8.其他法律法规规章文件规定应履行的责任。 xyxy=(400,1692,476,1697)
responsibility-items-paragraph: 6.送达责任：行政处罚决定书按法律规定的方式送达当事人。 xyxy=(400,67,503,73)
responsibility-items-paragraph: 5.决定责任：制作行政处罚决定书，载明违法事实和证据、处罚依据和内容、申请行政复议或提起行政诉讼的途径和期限等内容。 xyxy=(396,1020,507,1030)
legal-basis-paragraph: （七）侵占、私分、挪用民办非企业单位的资产或者所接受的捐赠、资助的； xyxy=(55,724,184,730)
liability-circumstances-paragraph: 5.对应当依法移交司法机关追究刑事责任的不移交，以行政处罚代替刑罚的； xyxy=(685,712,795,722)
